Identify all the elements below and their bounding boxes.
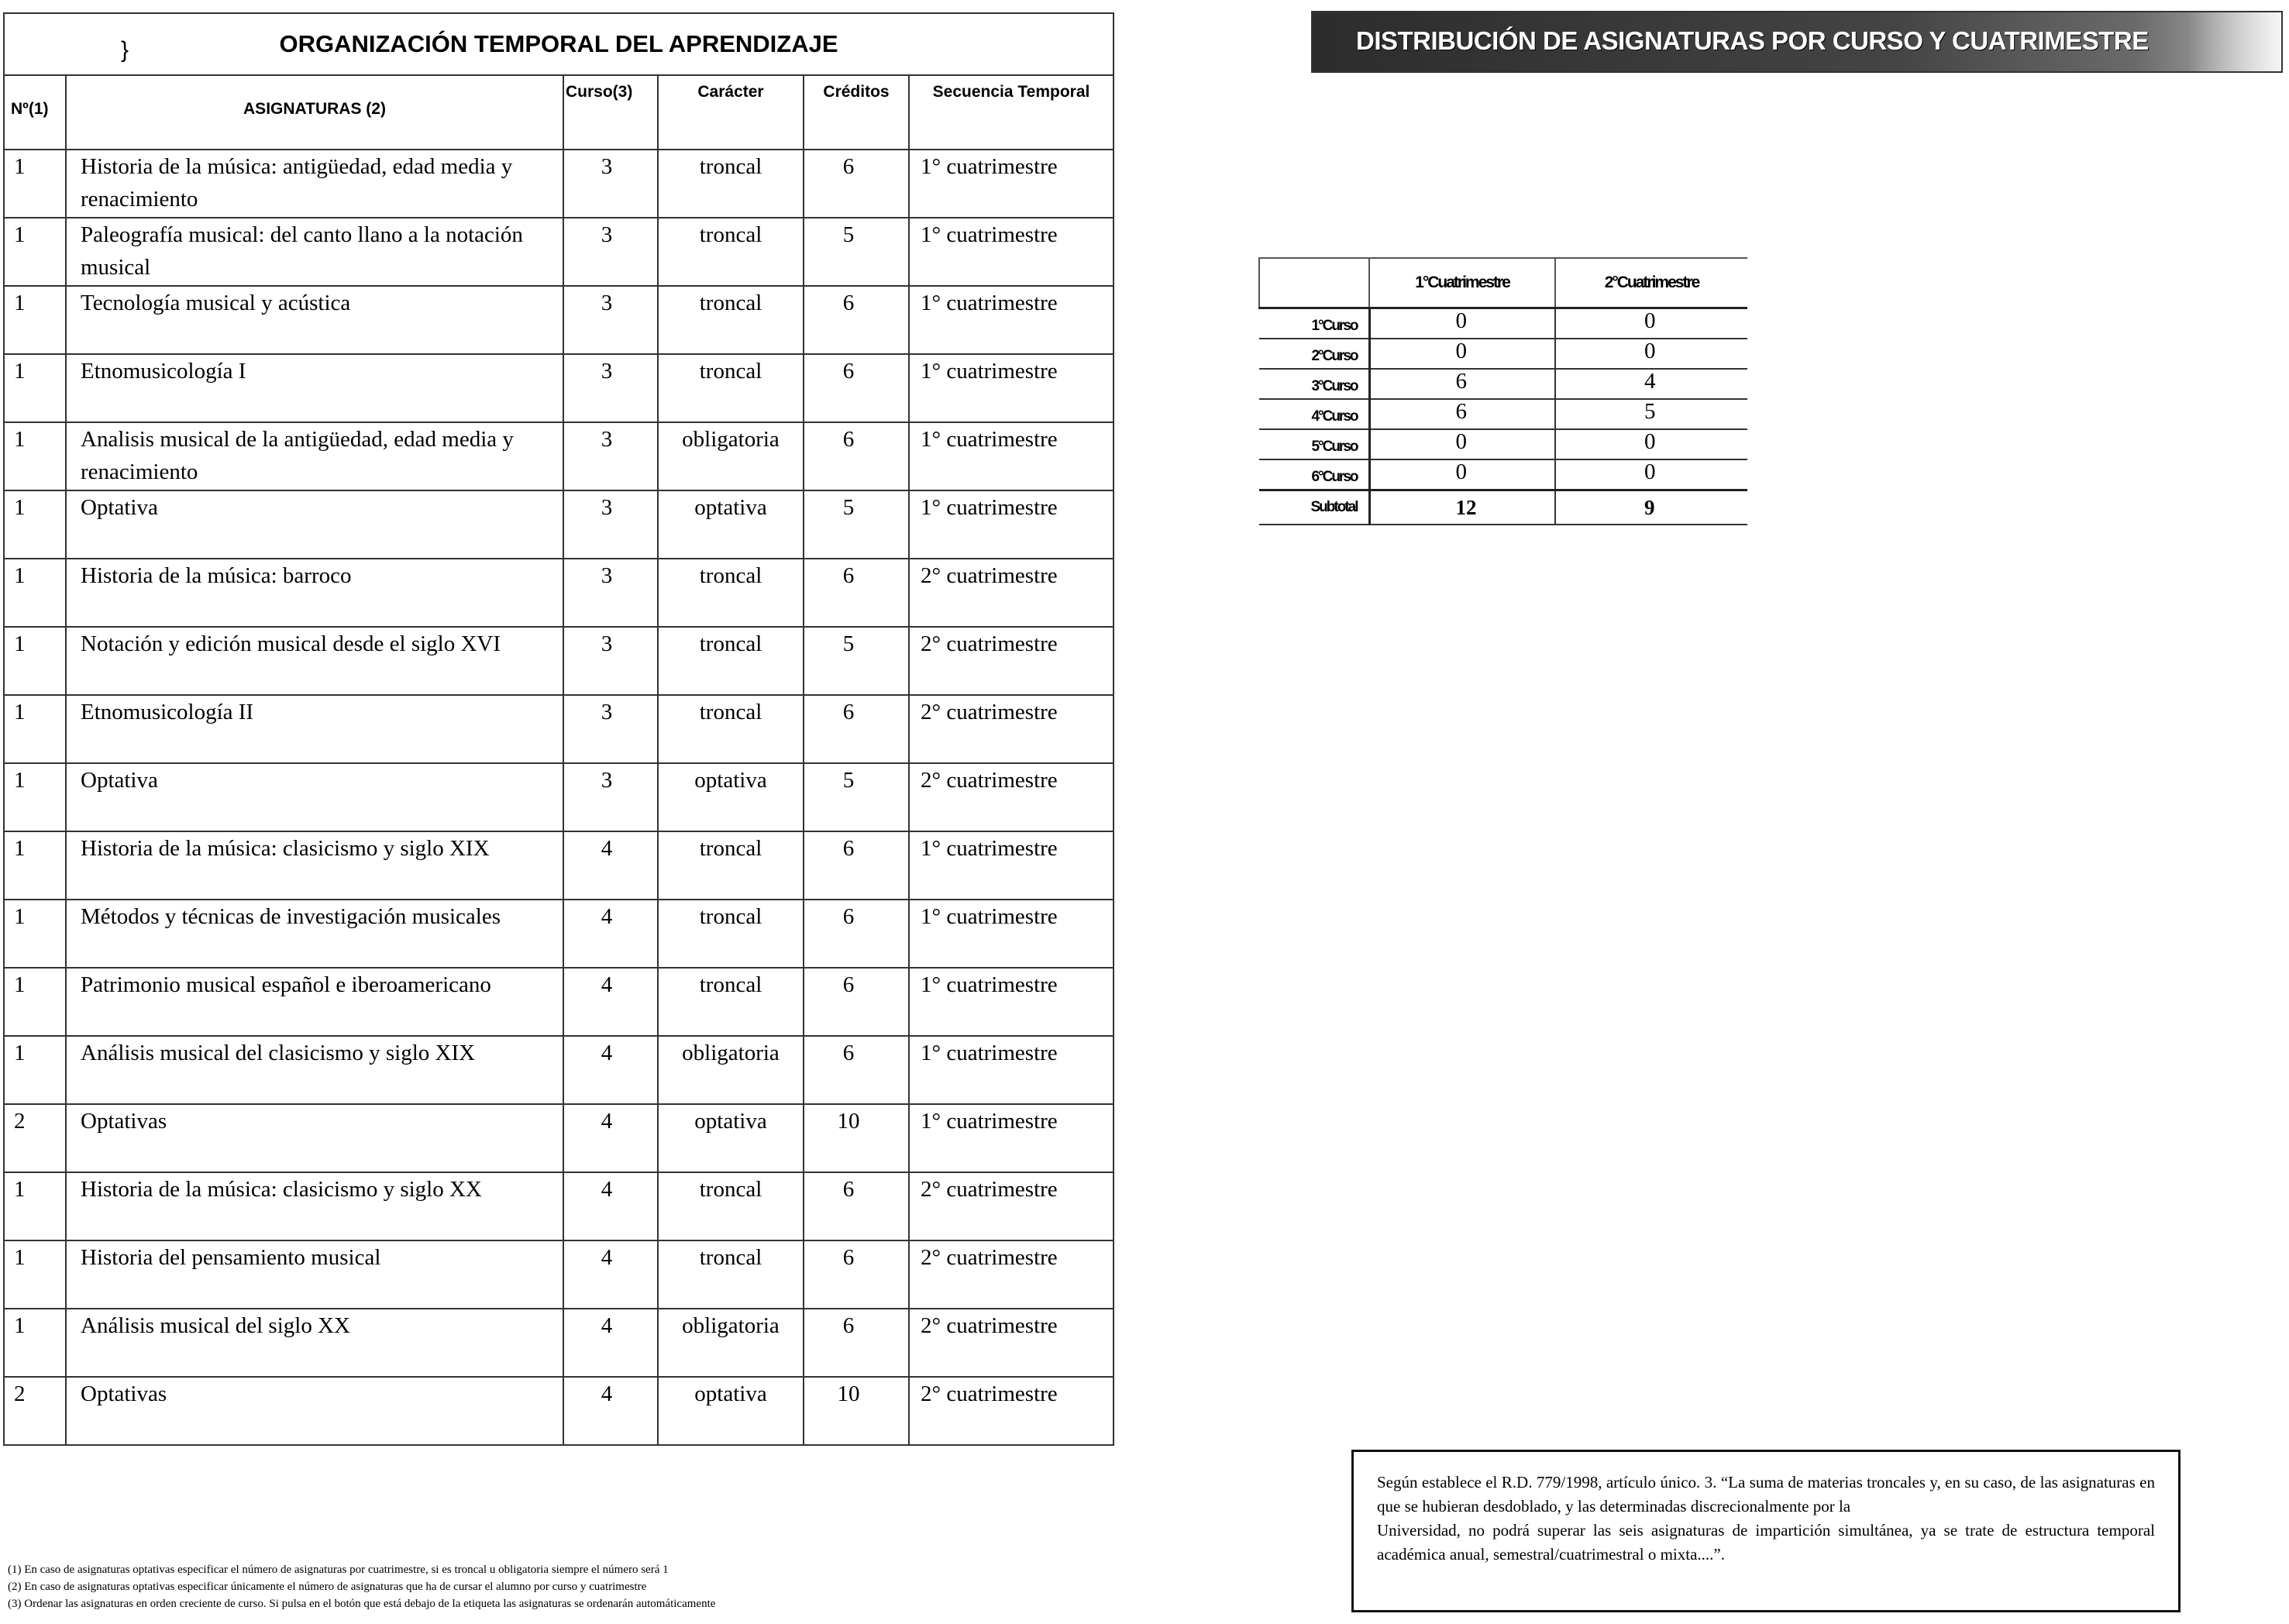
row-numero: 1 <box>4 490 66 559</box>
row-curso: 3 <box>563 354 658 422</box>
row-numero: 2 <box>4 1104 66 1172</box>
row-secuencia: 2° cuatrimestre <box>909 1240 1114 1309</box>
dist-row-q2: 0 <box>1555 339 1747 369</box>
dist-row-q2: 0 <box>1555 459 1747 490</box>
row-numero: 1 <box>4 900 66 968</box>
row-caracter: troncal <box>658 1172 804 1240</box>
dist-row-q1: 6 <box>1369 369 1555 399</box>
table-row <box>4 900 1114 968</box>
row-numero: 1 <box>4 1240 66 1309</box>
row-numero: 1 <box>4 695 66 763</box>
row-curso: 3 <box>563 422 658 490</box>
footnote-1: (1) En caso de asignaturas optativas especificar el número de asignaturas por cuatrimestre, si es troncal u obligatoria siempre el número será 1 <box>8 1564 669 1576</box>
row-secuencia: 2° cuatrimestre <box>909 627 1114 695</box>
dist-header-corner <box>1259 258 1369 308</box>
row-secuencia: 2° cuatrimestre <box>909 763 1114 831</box>
footnote-3: (3) Ordenar las asignaturas en orden creciente de curso. Si pulsa en el botón que está debajo de la etiqueta las asignaturas se ordenarán automáticamente <box>8 1598 716 1610</box>
dist-row-q1: 0 <box>1369 339 1555 369</box>
row-creditos: 5 <box>804 763 909 831</box>
row-asignatura: Historia de la música: barroco <box>66 559 563 627</box>
dist-row <box>1259 459 1747 490</box>
row-curso: 4 <box>563 1036 658 1104</box>
row-caracter: troncal <box>658 831 804 900</box>
row-curso: 4 <box>563 1309 658 1377</box>
footnote-2: (2) En caso de asignaturas optativas especificar únicamente el número de asignaturas que ha de cursar el alumno por curso y cuatrimestre <box>8 1581 647 1593</box>
note-line-2: Universidad, no podrá superar las seis asignaturas de impartición simultánea, ya se trate de estructura temporal académica anual, semestral/cuatrimestral o mixta....”. <box>1377 1521 2155 1564</box>
dist-row-label: 1°Curso <box>1259 308 1369 339</box>
row-creditos: 6 <box>804 559 909 627</box>
table-row <box>4 354 1114 422</box>
row-asignatura: Optativas <box>66 1104 563 1172</box>
dist-header-row <box>1259 258 1747 308</box>
distribution-table <box>1258 257 1747 525</box>
row-asignatura: Historia de la música: antigüedad, edad media y renacimiento <box>66 150 563 218</box>
row-secuencia: 1° cuatrimestre <box>909 354 1114 422</box>
row-secuencia: 1° cuatrimestre <box>909 150 1114 218</box>
table-row <box>4 1104 1114 1172</box>
row-curso: 3 <box>563 559 658 627</box>
row-secuencia: 2° cuatrimestre <box>909 559 1114 627</box>
dist-row <box>1259 399 1747 429</box>
row-asignatura: Historia de la música: clasicismo y siglo XX <box>66 1172 563 1240</box>
table-row <box>4 627 1114 695</box>
row-numero: 1 <box>4 1036 66 1104</box>
row-secuencia: 1° cuatrimestre <box>909 831 1114 900</box>
dist-row-q2: 0 <box>1555 308 1747 339</box>
row-creditos: 6 <box>804 900 909 968</box>
dist-row-label: 5°Curso <box>1259 429 1369 459</box>
row-asignatura: Paleografía musical: del canto llano a la notación musical <box>66 218 563 286</box>
row-caracter: troncal <box>658 968 804 1036</box>
rd-note-box <box>1351 1450 2181 1612</box>
header-creditos: Créditos <box>804 75 909 150</box>
row-curso: 3 <box>563 695 658 763</box>
row-creditos: 5 <box>804 490 909 559</box>
row-caracter: troncal <box>658 1240 804 1309</box>
row-asignatura: Etnomusicología II <box>66 695 563 763</box>
table-row <box>4 968 1114 1036</box>
dist-row-q1: 0 <box>1369 308 1555 339</box>
dist-row <box>1259 429 1747 459</box>
row-secuencia: 1° cuatrimestre <box>909 286 1114 354</box>
dist-row <box>1259 369 1747 399</box>
row-asignatura: Optativa <box>66 763 563 831</box>
dist-header-c1: 1°Cuatrimestre <box>1369 258 1555 308</box>
row-asignatura: Tecnología musical y acústica <box>66 286 563 354</box>
row-creditos: 6 <box>804 831 909 900</box>
row-asignatura: Historia del pensamiento musical <box>66 1240 563 1309</box>
row-creditos: 6 <box>804 286 909 354</box>
row-numero: 1 <box>4 422 66 490</box>
row-caracter: obligatoria <box>658 1036 804 1104</box>
subtotal-q2: 9 <box>1555 490 1747 525</box>
row-numero: 1 <box>4 831 66 900</box>
row-caracter: optativa <box>658 1377 804 1445</box>
footnotes <box>8 1561 715 1612</box>
table-row <box>4 490 1114 559</box>
table-row <box>4 695 1114 763</box>
dist-header-c2: 2°Cuatrimestre <box>1555 258 1747 308</box>
dist-row <box>1259 308 1747 339</box>
row-asignatura: Etnomusicología I <box>66 354 563 422</box>
row-curso: 3 <box>563 218 658 286</box>
banner-fade <box>2188 12 2281 71</box>
row-caracter: optativa <box>658 1104 804 1172</box>
table-row <box>4 422 1114 490</box>
row-caracter: troncal <box>658 695 804 763</box>
table-body <box>4 150 1114 1445</box>
row-curso: 4 <box>563 1240 658 1309</box>
row-numero: 1 <box>4 763 66 831</box>
table-row <box>4 286 1114 354</box>
dist-row-q2: 0 <box>1555 429 1747 459</box>
row-secuencia: 1° cuatrimestre <box>909 218 1114 286</box>
row-numero: 1 <box>4 150 66 218</box>
header-caracter: Carácter <box>658 75 804 150</box>
row-asignatura: Análisis musical del clasicismo y siglo XIX <box>66 1036 563 1104</box>
row-asignatura: Métodos y técnicas de investigación musicales <box>66 900 563 968</box>
banner-title: DISTRIBUCIÓN DE ASIGNATURAS POR CURSO Y CUATRIMESTRE <box>1356 26 2149 55</box>
dist-row-q1: 0 <box>1369 459 1555 490</box>
row-secuencia: 1° cuatrimestre <box>909 900 1114 968</box>
row-creditos: 10 <box>804 1377 909 1445</box>
row-creditos: 5 <box>804 218 909 286</box>
row-asignatura: Análisis musical del siglo XX <box>66 1309 563 1377</box>
row-secuencia: 2° cuatrimestre <box>909 1377 1114 1445</box>
row-secuencia: 1° cuatrimestre <box>909 1036 1114 1104</box>
row-caracter: optativa <box>658 490 804 559</box>
row-numero: 1 <box>4 218 66 286</box>
table-title: ORGANIZACIÓN TEMPORAL DEL APRENDIZAJE <box>279 30 838 57</box>
row-curso: 4 <box>563 1377 658 1445</box>
row-caracter: troncal <box>658 286 804 354</box>
row-numero: 1 <box>4 1172 66 1240</box>
dist-row-label: 3°Curso <box>1259 369 1369 399</box>
table-row <box>4 831 1114 900</box>
row-numero: 1 <box>4 627 66 695</box>
row-numero: 1 <box>4 286 66 354</box>
subtotal-label: Subtotal <box>1259 490 1369 525</box>
row-secuencia: 1° cuatrimestre <box>909 968 1114 1036</box>
distribution-banner <box>1311 11 2283 73</box>
scan-speck: } <box>121 37 129 63</box>
row-curso: 4 <box>563 1172 658 1240</box>
table-row <box>4 1036 1114 1104</box>
table-row <box>4 559 1114 627</box>
row-asignatura: Optativa <box>66 490 563 559</box>
note-line-1: Según establece el R.D. 779/1998, artículo único. 3. “La suma de materias troncales y, en su caso, de las asignaturas en que se hubieran desdoblado, y las determinadas discrecionalmente por la <box>1377 1473 2155 1516</box>
header-asignaturas: ASIGNATURAS (2) <box>66 75 563 150</box>
table-row <box>4 218 1114 286</box>
row-curso: 3 <box>563 627 658 695</box>
row-caracter: troncal <box>658 354 804 422</box>
row-numero: 1 <box>4 354 66 422</box>
row-asignatura: Notación y edición musical desde el siglo XVI <box>66 627 563 695</box>
table-title-cell <box>4 13 1114 75</box>
row-curso: 4 <box>563 900 658 968</box>
row-caracter: troncal <box>658 218 804 286</box>
dist-row-label: 2°Curso <box>1259 339 1369 369</box>
row-numero: 2 <box>4 1377 66 1445</box>
header-row <box>4 75 1114 150</box>
dist-row-q2: 4 <box>1555 369 1747 399</box>
row-caracter: troncal <box>658 900 804 968</box>
dist-row-label: 4°Curso <box>1259 399 1369 429</box>
row-secuencia: 1° cuatrimestre <box>909 490 1114 559</box>
row-caracter: troncal <box>658 627 804 695</box>
table-row <box>4 1240 1114 1309</box>
row-secuencia: 2° cuatrimestre <box>909 1309 1114 1377</box>
header-numero: Nº(1) <box>4 75 66 150</box>
row-curso: 4 <box>563 1104 658 1172</box>
row-curso: 3 <box>563 490 658 559</box>
row-creditos: 5 <box>804 627 909 695</box>
dist-row <box>1259 339 1747 369</box>
row-numero: 1 <box>4 968 66 1036</box>
row-curso: 3 <box>563 286 658 354</box>
row-caracter: obligatoria <box>658 422 804 490</box>
row-caracter: troncal <box>658 150 804 218</box>
row-asignatura: Analisis musical de la antigüedad, edad media y renacimiento <box>66 422 563 490</box>
row-creditos: 10 <box>804 1104 909 1172</box>
row-secuencia: 2° cuatrimestre <box>909 1172 1114 1240</box>
table-row <box>4 1309 1114 1377</box>
row-creditos: 6 <box>804 150 909 218</box>
table-row <box>4 763 1114 831</box>
row-creditos: 6 <box>804 422 909 490</box>
row-creditos: 6 <box>804 1240 909 1309</box>
row-curso: 3 <box>563 150 658 218</box>
row-creditos: 6 <box>804 968 909 1036</box>
table-row <box>4 150 1114 218</box>
header-curso: Curso(3) <box>563 75 658 150</box>
organizacion-table <box>3 12 1114 1446</box>
dist-row-q1: 0 <box>1369 429 1555 459</box>
dist-row-q1: 6 <box>1369 399 1555 429</box>
row-creditos: 6 <box>804 1172 909 1240</box>
row-curso: 4 <box>563 968 658 1036</box>
row-curso: 4 <box>563 831 658 900</box>
row-creditos: 6 <box>804 1309 909 1377</box>
dist-body <box>1259 308 1747 490</box>
row-asignatura: Optativas <box>66 1377 563 1445</box>
row-secuencia: 1° cuatrimestre <box>909 1104 1114 1172</box>
dist-subtotal-row <box>1259 490 1747 525</box>
dist-row-q2: 5 <box>1555 399 1747 429</box>
row-asignatura: Patrimonio musical español e iberoamericano <box>66 968 563 1036</box>
row-numero: 1 <box>4 1309 66 1377</box>
row-creditos: 6 <box>804 695 909 763</box>
subtotal-q1: 12 <box>1369 490 1555 525</box>
row-caracter: troncal <box>658 559 804 627</box>
header-secuencia: Secuencia Temporal <box>909 75 1114 150</box>
row-secuencia: 2° cuatrimestre <box>909 695 1114 763</box>
row-secuencia: 1° cuatrimestre <box>909 422 1114 490</box>
table-row <box>4 1172 1114 1240</box>
row-asignatura: Historia de la música: clasicismo y siglo XIX <box>66 831 563 900</box>
row-creditos: 6 <box>804 354 909 422</box>
dist-row-label: 6°Curso <box>1259 459 1369 490</box>
row-creditos: 6 <box>804 1036 909 1104</box>
row-caracter: optativa <box>658 763 804 831</box>
row-numero: 1 <box>4 559 66 627</box>
row-caracter: obligatoria <box>658 1309 804 1377</box>
table-row <box>4 1377 1114 1445</box>
row-curso: 3 <box>563 763 658 831</box>
